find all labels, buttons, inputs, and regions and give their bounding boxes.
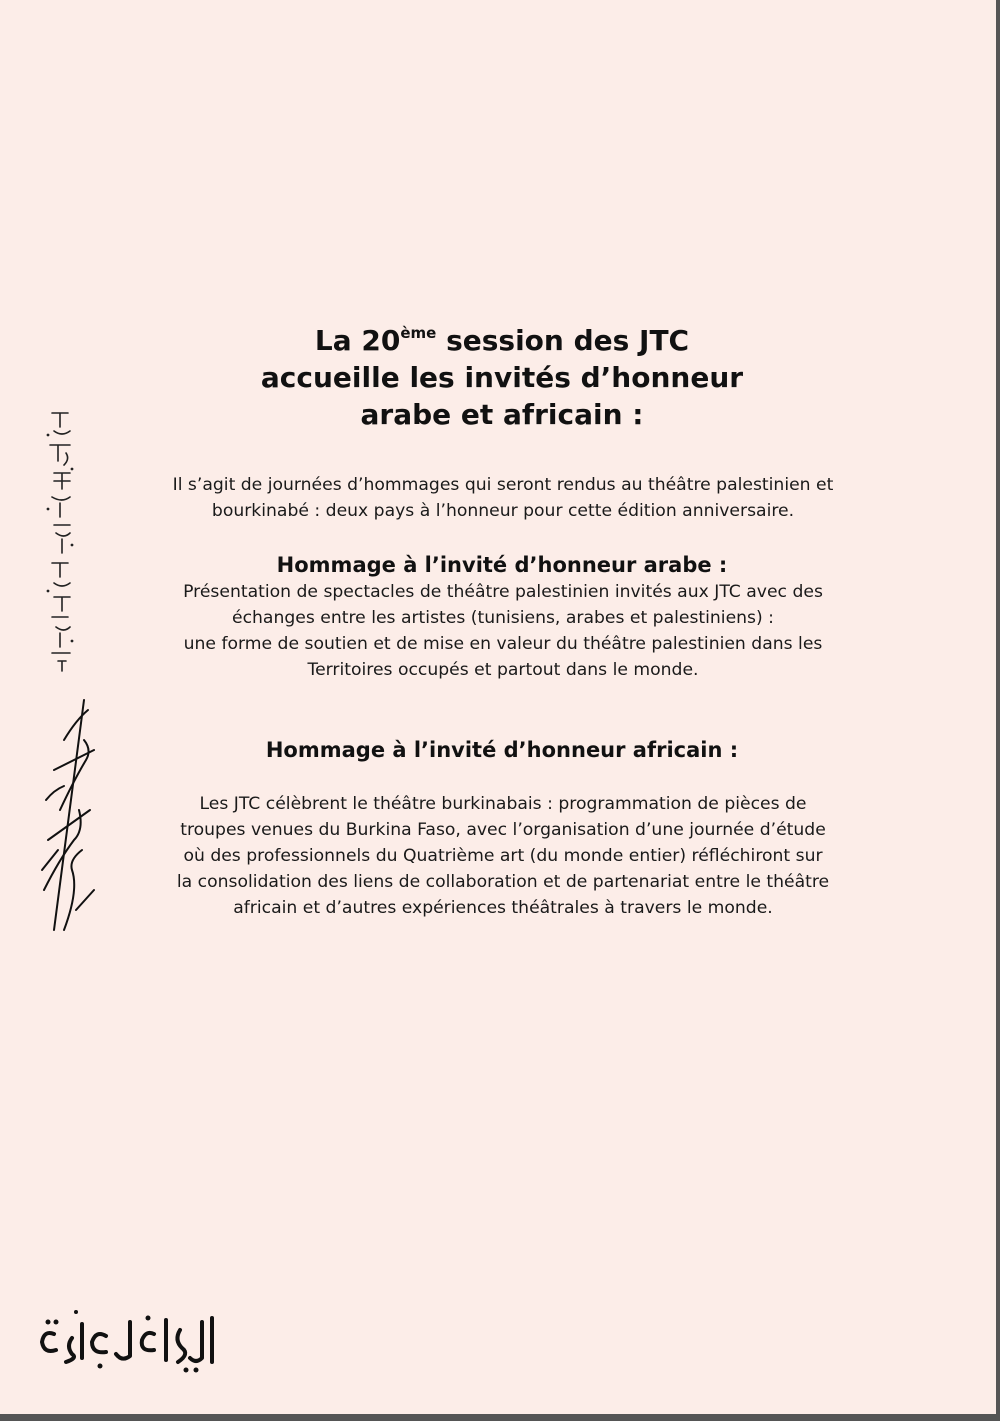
title-line-2: accueille les invités d’honneur — [260, 361, 744, 394]
paragraph-hommage-arabe — [70, 579, 936, 683]
heading-hommage-africain: Hommage à l’invité d’honneur africain : — [265, 738, 739, 762]
title-line-1: La 20ème session des JTC — [314, 324, 690, 357]
paragraph-line: Les JTC célèbrent le théâtre burkinabais : programmation de pièces de — [199, 794, 807, 814]
page-title — [200, 322, 804, 433]
logo-calligraphy-graphic — [26, 1300, 226, 1380]
paragraph-line: où des professionnels du Quatrième art (du monde entier) réfléchiront sur — [183, 846, 823, 866]
intro-line: Il s’agit de journées d’hommages qui seront rendus au théâtre palestinien et — [172, 475, 834, 495]
festival-logo — [26, 1300, 226, 1380]
paragraph-line: africain et d’autres expériences théâtrales à travers le monde. — [233, 898, 773, 918]
paragraph-line: échanges entre les artistes (tunisiens, arabes et palestiniens) : — [232, 608, 774, 628]
title-line-3: arabe et africain : — [360, 398, 644, 431]
paragraph-line: une forme de soutien et de mise en valeur du théâtre palestinien dans les — [183, 634, 823, 654]
intro-line: bourkinabé : deux pays à l’honneur pour cette édition anniversaire. — [211, 501, 795, 521]
paragraph-hommage-africain — [70, 791, 936, 921]
intro-paragraph — [70, 472, 936, 524]
heading-hommage-arabe: Hommage à l’invité d’honneur arabe : — [276, 553, 728, 577]
paragraph-line: troupes venues du Burkina Faso, avec l’organisation d’une journée d’étude — [180, 820, 826, 840]
paragraph-line: Territoires occupés et partout dans le monde. — [307, 660, 699, 680]
paragraph-line: la consolidation des liens de collaboration et de partenariat entre le théâtre — [176, 872, 830, 892]
paragraph-line: Présentation de spectacles de théâtre palestinien invités aux JTC avec des — [183, 582, 823, 602]
